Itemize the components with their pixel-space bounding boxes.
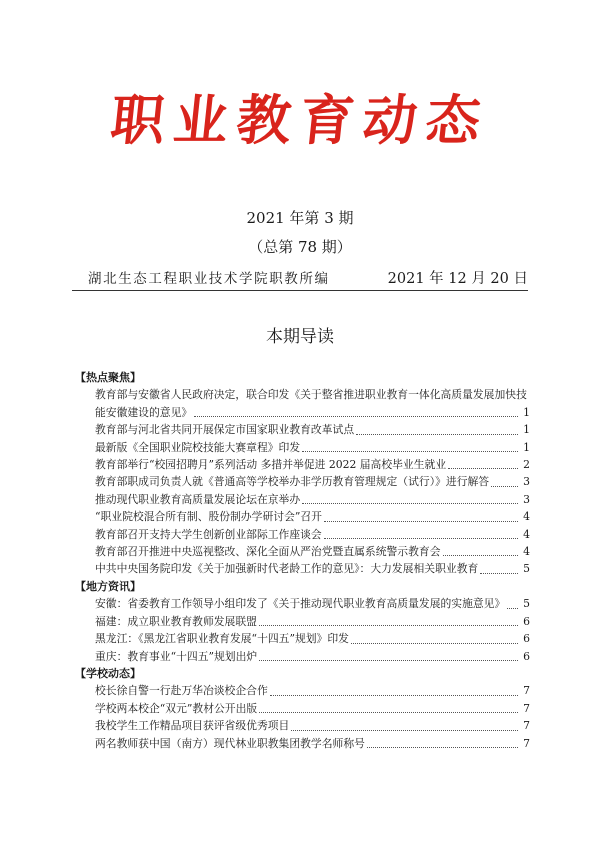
toc-page-number: 7 [523,701,530,715]
toc-entry-title: 最新版《全国职业院校技能大赛章程》印发 [95,440,301,454]
toc-entry-title: 教育部职成司负责人就《普通高等学校举办非学历教育管理规定（试行）》进行解答 [95,475,490,489]
toc-page-number: 4 [523,527,530,541]
toc-entry [75,613,530,630]
header-rule [72,290,528,291]
toc-entry [75,473,530,490]
masthead-title: 职业教育动态 [107,88,493,152]
toc-entry [75,526,530,543]
leader-dots [324,538,518,539]
toc-page-number: 3 [523,475,530,489]
toc-entry-title: 教育部举行“校园招聘月”系列活动 多措并举促进 2022 届高校毕业生就业 [95,458,447,472]
leader-dots [356,434,518,435]
toc-entry [75,543,530,560]
toc-entry [75,717,530,734]
toc-entry-title: 校长徐自警一行赴万华冶谈校企合作 [95,684,268,698]
toc-entry-title: 推动现代职业教育高质量发展论坛在京举办 [95,492,301,506]
leader-dots [448,468,518,469]
toc-entry-title-cont: 能安徽建设的意见》 [95,405,193,419]
section-heading-hot-topics: 【热点聚焦】 [75,371,141,384]
toc-entry [75,595,530,612]
toc-entry-title: 教育部与河北省共同开展保定市国家职业教育改革试点 [95,423,355,437]
toc-entry [75,560,530,577]
section-heading-school-news: 【学校动态】 [75,666,141,680]
leader-dots [194,416,518,417]
toc-entry-title: 重庆：教育事业“十四五”规划出炉 [95,649,258,663]
leader-dots [302,451,518,452]
issue-number: 2021 年第 3 期 [246,209,354,227]
leader-dots [270,695,518,696]
toc-entry-title: 我校学生工作精品项目获评省级优秀项目 [95,719,290,733]
toc-entry [75,421,530,438]
toc-entry-title: 安徽：省委教育工作领导小组印发了《关于推动现代职业教育高质量发展的实施意见》 [95,597,506,611]
toc-page-number: 3 [523,492,530,506]
leader-dots [302,503,518,504]
toc-page-number: 4 [523,510,530,524]
toc-page-number: 2 [523,458,530,472]
toc-entry-title: 教育部召开支持大学生创新创业部际工作座谈会 [95,527,322,541]
leader-dots [443,555,519,556]
toc-entry [75,682,530,699]
leader-dots [367,747,518,748]
toc-page-number: 1 [523,405,530,419]
leader-dots [259,660,518,661]
toc-entry [75,630,530,647]
leader-dots [259,712,518,713]
toc-page-number: 6 [523,632,530,646]
toc-entry [75,439,530,456]
toc-entry-title: 黑龙江：《黑龙江省职业教育发展“十四五”规划》印发 [95,632,349,646]
leader-dots [491,486,518,487]
toc-entry [75,491,530,508]
toc-entry-title: 学校两本校企“双元”教材公开出版 [95,701,258,715]
leader-dots [259,625,518,626]
toc-entry [75,508,530,525]
guide-title: 本期导读 [266,327,334,347]
toc-page-number: 1 [523,423,530,437]
toc-page-number: 5 [523,597,530,611]
toc-entry-title: 中共中央国务院印发《关于加强新时代老龄工作的意见》：大力发展相关职业教育 [95,562,479,576]
toc-page-number: 6 [523,649,530,663]
toc-page-number: 7 [523,736,530,750]
toc-entry-title: 福建：成立职业教育教师发展联盟 [95,614,257,628]
table-of-contents [75,369,530,752]
toc-entry [75,735,530,752]
toc-entry-title: 教育部召开推进中央巡视整改、深化全面从严治党暨直属系统警示教育会 [95,545,441,559]
publish-date: 2021 年 12 月 20 日 [387,271,528,287]
section-heading-local-news: 【地方资讯】 [75,579,141,593]
toc-entry [75,386,530,421]
leader-dots [480,573,518,574]
toc-entry-title: 两名教师获中国（南方）现代林业职教集团教学名师称号 [95,736,365,750]
toc-page-number: 5 [523,562,530,576]
toc-entry [75,456,530,473]
toc-page-number: 4 [523,545,530,559]
toc-entry [75,648,530,665]
toc-entry-title: 教育部与安徽省人民政府决定，联合印发《关于整省推进职业教育一体化高质量发展加快技 [95,388,527,402]
leader-dots [507,608,518,609]
issue-total: （总第 78 期） [248,238,352,256]
publisher-org: 湖北生态工程职业技术学院职教所编 [88,271,330,287]
toc-page-number: 6 [523,614,530,628]
leader-dots [351,643,518,644]
toc-page-number: 7 [523,719,530,733]
toc-entry [75,700,530,717]
toc-page-number: 1 [523,440,530,454]
toc-page-number: 7 [523,684,530,698]
toc-entry-title: “职业院校混合所有制、股份制办学研讨会”召开 [95,510,322,524]
leader-dots [324,521,518,522]
leader-dots [291,730,518,731]
